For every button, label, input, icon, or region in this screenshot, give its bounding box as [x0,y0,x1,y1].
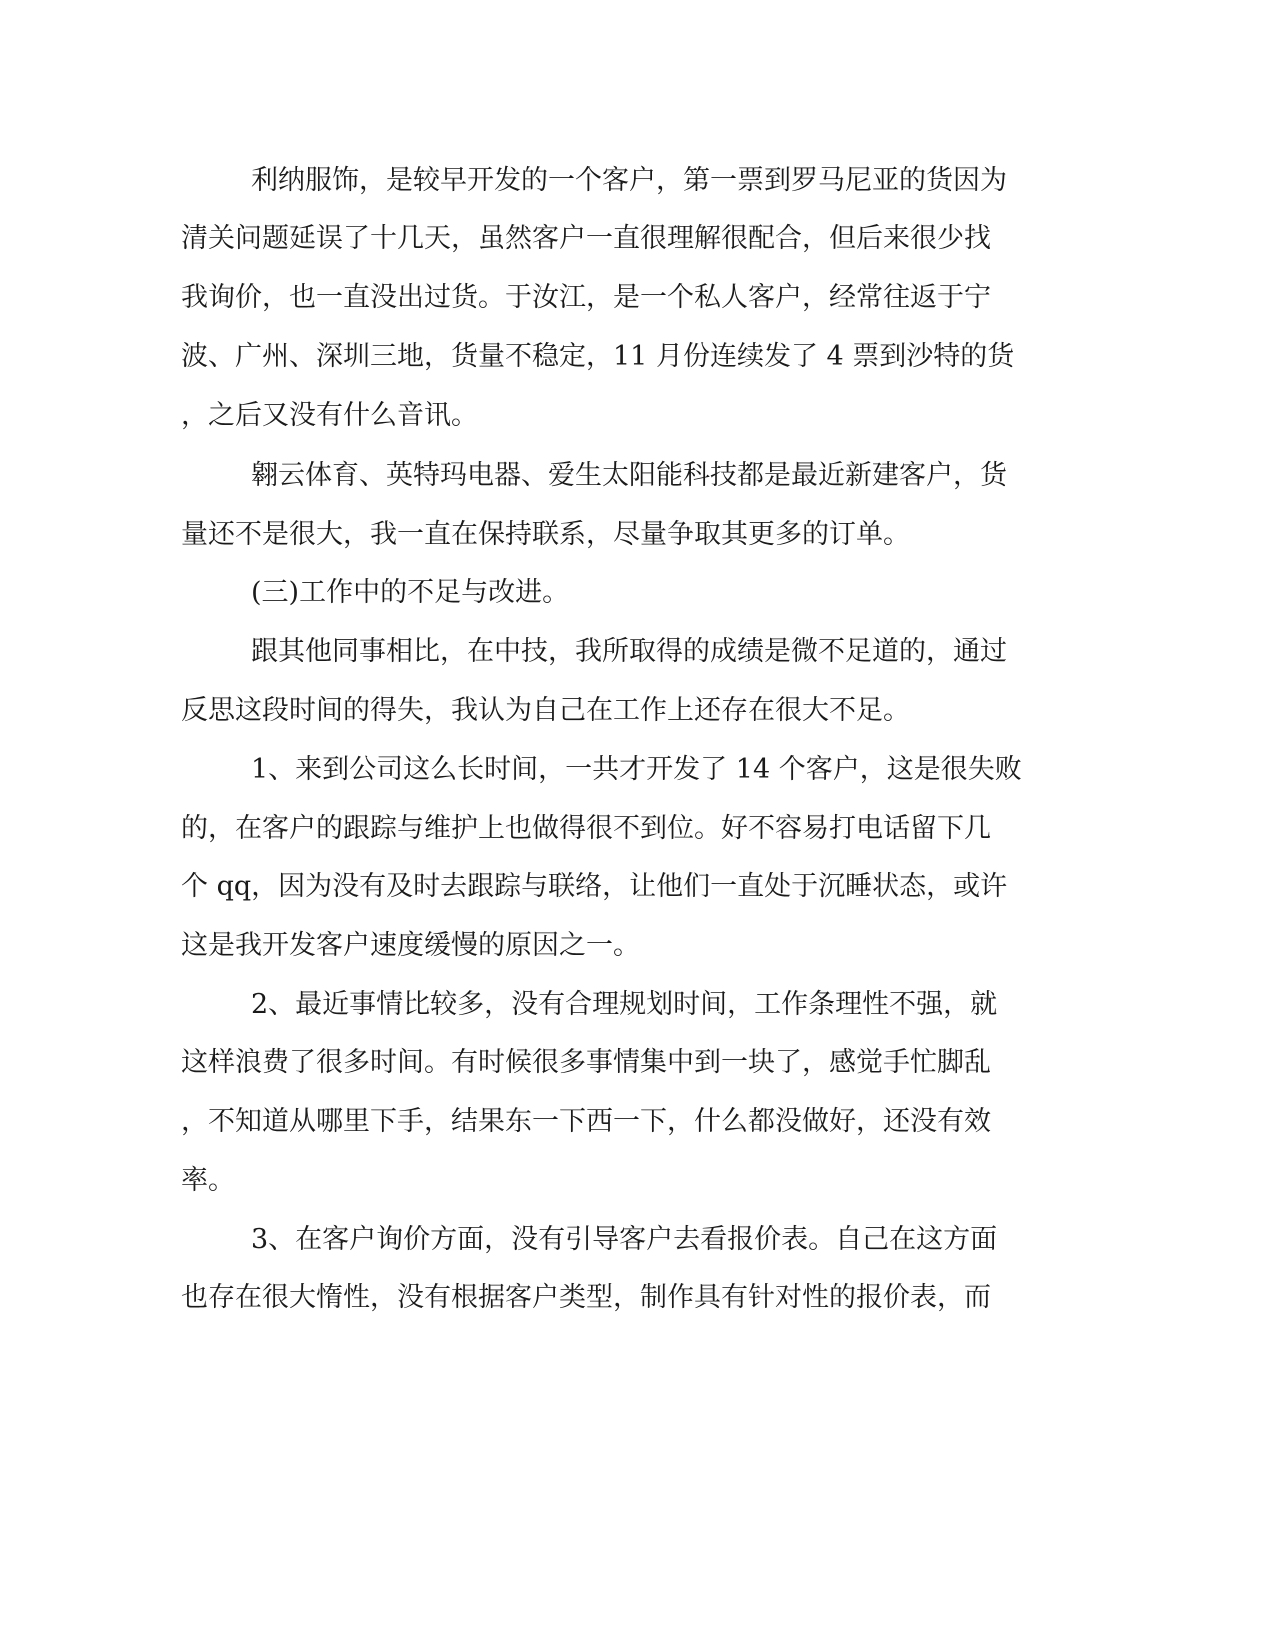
section-heading: (三)工作中的不足与改进。 [251,577,570,608]
text-line: 跟其他同事相比，在中技，我所取得的成绩是微不足道的，通过 [251,636,1007,667]
text-line: 量还不是很大，我一直在保持联系，尽量争取其更多的订单。 [181,519,910,550]
text-line: 我询价，也一直没出过货。于汝江，是一个私人客户，经常往返于宁 [181,282,991,313]
text-line: 这是我开发客户速度缓慢的原因之一。 [181,930,640,961]
text-line: 2、最近事情比较多，没有合理规划时间，工作条理性不强，就 [251,989,998,1020]
text-line: 也存在很大惰性，没有根据客户类型，制作具有针对性的报价表，而 [181,1282,991,1313]
text-line: 1、来到公司这么长时间，一共才开发了 14 个客户，这是很失败 [251,754,1022,785]
text-line: 3、在客户询价方面，没有引导客户去看报价表。自己在这方面 [251,1224,998,1255]
text-line: ，之后又没有什么音讯。 [181,400,478,431]
text-line: 翱云体育、英特玛电器、爱生太阳能科技都是最近新建客户，货 [251,460,1007,491]
text-line: 个 qq，因为没有及时去跟踪与联络，让他们一直处于沉睡状态，或许 [181,871,1008,902]
text-line: 清关问题延误了十几天，虽然客户一直很理解很配合，但后来很少找 [181,223,991,254]
text-line: 这样浪费了很多时间。有时候很多事情集中到一块了，感觉手忙脚乱 [181,1047,991,1078]
text-line: 利纳服饰，是较早开发的一个客户，第一票到罗马尼亚的货因为 [251,165,1007,196]
text-line: 的，在客户的跟踪与维护上也做得很不到位。好不容易打电话留下几 [181,813,991,844]
text-line: 率。 [181,1165,235,1196]
text-line: ，不知道从哪里下手，结果东一下西一下，什么都没做好，还没有效 [181,1106,991,1137]
text-line: 反思这段时间的得失，我认为自己在工作上还存在很大不足。 [181,695,910,726]
text-line: 波、广州、深圳三地，货量不稳定，11 月份连续发了 4 票到沙特的货 [181,341,1015,372]
